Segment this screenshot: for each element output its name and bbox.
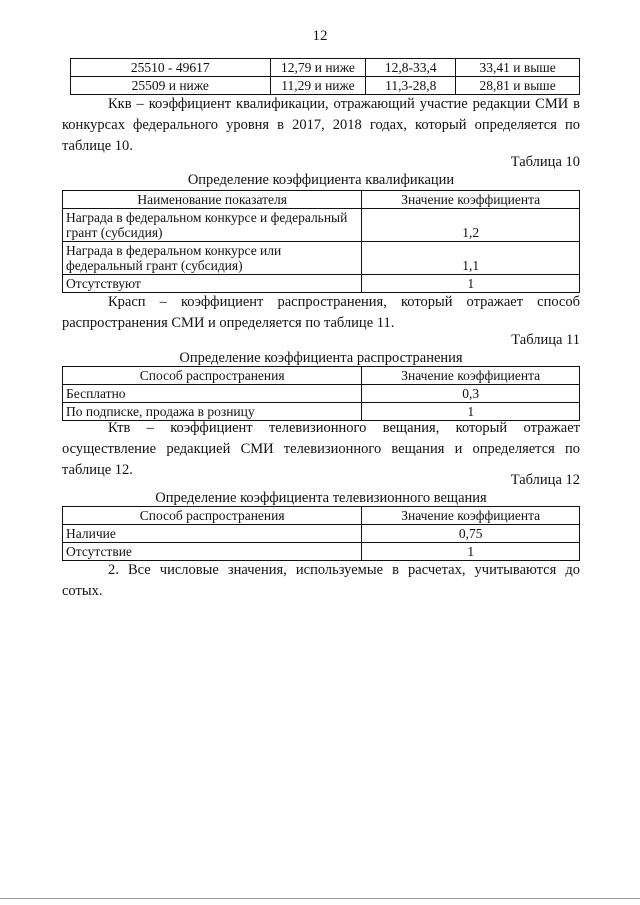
table10 bbox=[62, 190, 580, 293]
table-cell: 1 bbox=[362, 403, 580, 421]
table-cell: 28,81 и выше bbox=[456, 77, 580, 95]
table-row bbox=[63, 209, 580, 242]
page-number: 12 bbox=[312, 28, 328, 44]
paragraph-final: 2. Все числовые значения, используемые в расчетах, учитываются до сотых. bbox=[62, 562, 580, 599]
paragraph-krasp: Красп – коэффициент распространения, который отражает способ распространения СМИ и определяется по таблице 11. bbox=[62, 294, 580, 331]
table10-title: Определение коэффициента квалификации bbox=[187, 172, 455, 188]
table10-label: Таблица 10 bbox=[510, 154, 580, 170]
column-header: Значение коэффициента bbox=[362, 191, 580, 209]
paragraph-ktv: Ктв – коэффициент телевизионного вещания, который отражает осуществление редакцией СМИ телевизионного вещания и определяется по таблице 12. bbox=[62, 420, 580, 478]
table12-title: Определение коэффициента телевизионного вещания bbox=[155, 490, 487, 506]
table-row bbox=[63, 525, 580, 543]
table-cell: 1 bbox=[362, 275, 580, 293]
table-cell: Бесплатно bbox=[63, 385, 362, 403]
table-cell: Награда в федеральном конкурсе и федеральный грант (субсидия) bbox=[63, 209, 362, 242]
table11-title: Определение коэффициента распространения bbox=[179, 350, 463, 366]
table-header-row bbox=[63, 367, 580, 385]
table-cell: 33,41 и выше bbox=[456, 59, 580, 77]
table12-label: Таблица 12 bbox=[510, 472, 580, 488]
table-cell: 11,29 и ниже bbox=[270, 77, 366, 95]
table-row bbox=[71, 77, 580, 95]
paragraph-kkv: Ккв – коэффициент квалификации, отражающий участие редакции СМИ в конкурсах федерального уровня в 2017, 2018 годах, который определяется по таблице 10. bbox=[62, 96, 580, 154]
table-row bbox=[63, 543, 580, 561]
table-cell: 1 bbox=[362, 543, 580, 561]
table11-label: Таблица 11 bbox=[511, 332, 580, 348]
table-cell: 0,3 bbox=[362, 385, 580, 403]
table-cell: 1,1 bbox=[362, 242, 580, 275]
page-bottom-divider bbox=[0, 898, 640, 899]
table-header-row bbox=[63, 507, 580, 525]
column-header: Способ распространения bbox=[63, 367, 362, 385]
column-header: Значение коэффициента bbox=[362, 367, 580, 385]
table-cell: Отсутствуют bbox=[63, 275, 362, 293]
top-table bbox=[70, 58, 580, 95]
table-cell: 11,3-28,8 bbox=[366, 77, 456, 95]
table-header-row bbox=[63, 191, 580, 209]
table-cell: По подписке, продажа в розницу bbox=[63, 403, 362, 421]
table-cell: Отсутствие bbox=[63, 543, 362, 561]
table11 bbox=[62, 366, 580, 421]
table-cell: 25510 - 49617 bbox=[71, 59, 271, 77]
column-header: Значение коэффициента bbox=[362, 507, 580, 525]
table-row bbox=[63, 385, 580, 403]
column-header: Наименование показателя bbox=[63, 191, 362, 209]
table-cell: Наличие bbox=[63, 525, 362, 543]
table12 bbox=[62, 506, 580, 561]
table-row bbox=[63, 242, 580, 275]
table-cell: 0,75 bbox=[362, 525, 580, 543]
table-cell: 12,79 и ниже bbox=[270, 59, 366, 77]
table-row bbox=[63, 275, 580, 293]
table-cell: 25509 и ниже bbox=[71, 77, 271, 95]
table-cell: 1,2 bbox=[362, 209, 580, 242]
table-cell: 12,8-33,4 bbox=[366, 59, 456, 77]
column-header: Способ распространения bbox=[63, 507, 362, 525]
table-cell: Награда в федеральном конкурсе или федеральный грант (субсидия) bbox=[63, 242, 362, 275]
table-row bbox=[71, 59, 580, 77]
